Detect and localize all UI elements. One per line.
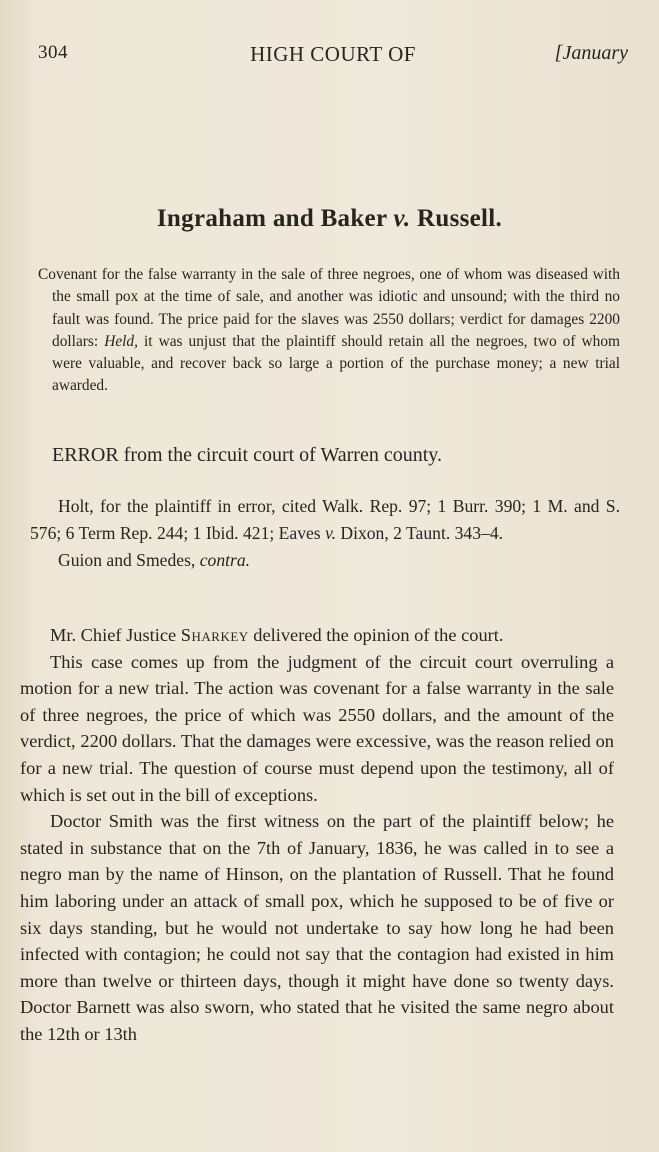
counsel-section [30,493,620,574]
opinion-intro-text: Mr. Chief Justice [50,625,181,645]
case-title-plaintiffs: Ingraham and Baker [156,205,394,232]
opinion-body [20,622,614,1048]
error-statement: ERROR from the circuit court of Warren county. [52,444,442,466]
opinion-paragraph-2: Doctor Smith was the first witness on the part of the plaintiff below; he stated in substance that on the 7th of January, 1836, he was called in to see a negro man by the name of Hinson, on the plantation of Russell. That he found him laboring under an attack of small pox, which he supposed to be of five or six days standing, but he would not undertake to say how long he had been infected with contagion; he could not say that the contagion had existed in him more than twelve or thirteen days, though it might have done so twenty days. Doctor Barnett was also sworn, who stated that he visited the same negro about the 12th or 13th [20,811,614,1044]
plaintiff-citations: Holt, for the plaintiff in error, cited Walk. Rep. 97; 1 Burr. 390; 1 M. and S. 576; 6 Term Rep. 244; 1 Ibid. 421; Eaves [30,496,620,543]
headnote-text: Covenant for the false warranty in the sale of three negroes, one of whom was diseased with the small pox at the time of sale, and another was idiotic and unsound; with the third no fault was found. The price paid for the slaves was 2550 dollars; verdict for damages 2200 dollars: [38,266,620,350]
opinion-intro [20,622,614,649]
defendant-contra: contra. [199,550,251,570]
case-title-versus: v. [393,205,411,232]
defendant-counsel-names: Guion and Smedes, [58,550,200,570]
opinion-intro-end: delivered the opinion of the court. [248,625,504,645]
case-title-defendant: Russell. [410,205,503,232]
citation-versus: v. [325,523,336,543]
plaintiff-counsel [30,493,620,547]
running-title: HIGH COURT OF [250,42,416,66]
page-number: 304 [38,42,68,63]
defendant-counsel [30,547,620,574]
running-header [38,40,628,70]
plaintiff-citations-end: Dixon, 2 Taunt. 343–4. [335,523,504,543]
running-month: [January [554,42,628,64]
headnote-held: Held, [104,332,138,350]
opinion-paragraph-1: This case comes up from the judgment of the circuit court overruling a motion for a new trial. The action was covenant for a false warranty in the sale of three negroes, the price of which was 2550 dollars, and the amount of the verdict, 2200 dollars. That the damages were excessive, was the reason relied on for a new trial. The question of course must depend upon the testimony, all of which is set out in the bill of exceptions. [20,651,614,805]
case-title [0,205,659,233]
judge-name: Sharkey [180,625,249,645]
headnote-holding: it was unjust that the plaintiff should retain all the negroes, two of whom were valuable, and recover back so large a portion of the purchase money; a new trial awarded. [52,332,620,395]
headnote [38,264,620,398]
